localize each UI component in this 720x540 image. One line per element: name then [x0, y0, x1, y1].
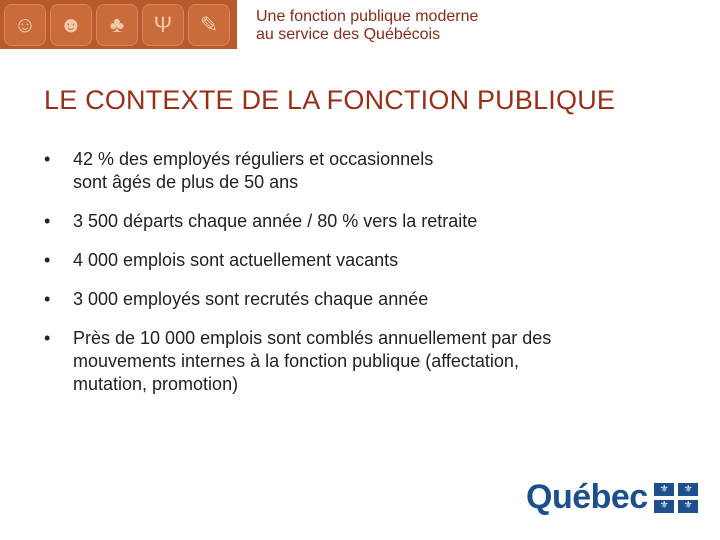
bullet-text-line: 42 % des employés réguliers et occasionnels	[73, 149, 434, 169]
fleur-de-lis-icon: ⚜	[683, 499, 693, 511]
bullet-item	[44, 249, 694, 272]
bullet-marker: •	[44, 149, 51, 169]
bullet-marker: •	[44, 289, 51, 309]
tree-icon: Ψ	[142, 4, 184, 46]
bullet-marker: •	[44, 328, 51, 348]
fleur-de-lis-icon: ⚜	[683, 483, 693, 495]
people-icon: ☻	[50, 4, 92, 46]
fleur-de-lis-icon: ⚜	[659, 483, 669, 495]
logo-wordmark: Québec	[526, 478, 648, 516]
bullet-item	[44, 210, 694, 233]
tagline-line-1: Une fonction publique moderne	[256, 8, 479, 25]
document-icon: ✎	[188, 4, 230, 46]
quebec-logo	[526, 478, 698, 517]
bullet-marker: •	[44, 211, 51, 231]
bullet-item	[44, 288, 694, 311]
group-icon: ♣	[96, 4, 138, 46]
tagline-line-2: au service des Québécois	[256, 26, 441, 43]
bullet-text-line: Près de 10 000 emplois sont comblés annuellement par des	[73, 328, 552, 348]
bullet-item	[44, 148, 694, 194]
bullet-text-line: 3 000 employés sont recrutés chaque année	[73, 289, 429, 309]
bullet-text-line: 3 500 départs chaque année / 80 % vers la retraite	[73, 211, 478, 231]
slide-title: LE CONTEXTE DE LA FONCTION PUBLIQUE	[44, 85, 616, 115]
fleur-de-lis-icon: ⚜	[659, 499, 669, 511]
bullet-text-line: mutation, promotion)	[73, 374, 239, 394]
fleurdelise-flag-icon	[654, 483, 698, 513]
bullet-marker: •	[44, 250, 51, 270]
bullet-text-line: sont âgés de plus de 50 ans	[73, 172, 299, 192]
bullet-item	[44, 327, 694, 396]
bullet-list	[44, 148, 694, 412]
header-banner	[0, 0, 237, 49]
header-tagline	[256, 8, 478, 44]
bullet-text-line: mouvements internes à la fonction publique (affectation,	[73, 351, 519, 371]
bullet-text-line: 4 000 emplois sont actuellement vacants	[73, 250, 399, 270]
chat-icon: ☺	[4, 4, 46, 46]
